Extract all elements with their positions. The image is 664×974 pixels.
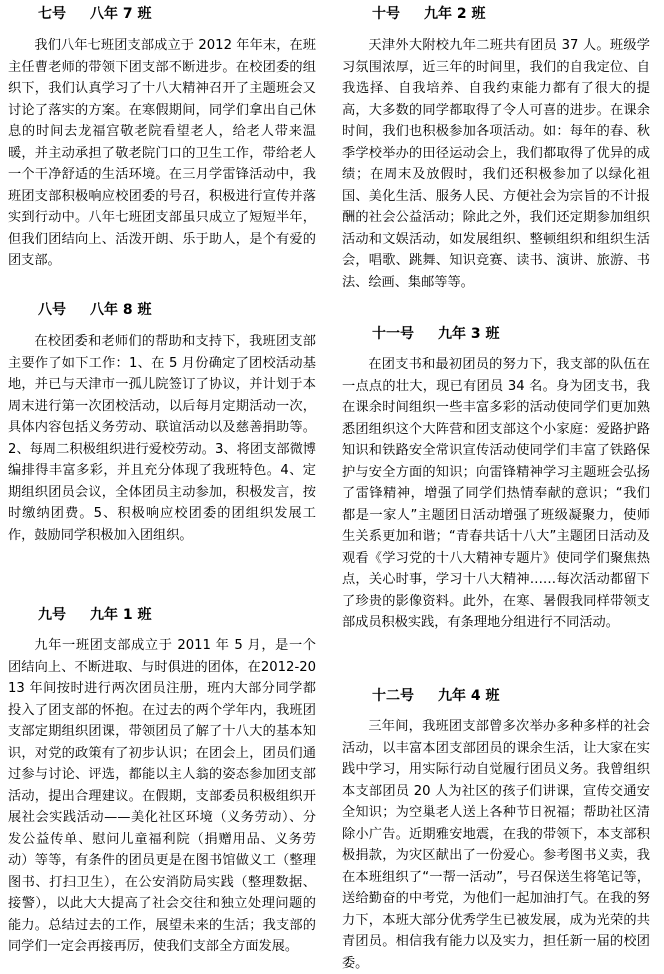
entry-heading [8, 4, 316, 24]
entry-number: 十二号 [372, 688, 414, 704]
entry-class-name: 八年 8 班 [90, 302, 152, 318]
entry-number: 十号 [372, 6, 400, 22]
entry-body: 我们八年七班团支部成立于 2012 年年末，在班主任曹老师的带领下团支部不断进步。在校团委的组织下，我们认真学习了十八大精神召开了主题班会又讨论了落实的方案。在寒假期间，同学们拿出自己休息的时间去龙福宫敬老院看望老人，给老人带来温暖，并主动承担了敬老院门口的卫生工作，带给老人一个干净舒适的生活环境。在三月学雷锋活动中，我班团支部积极响应校团委的号召，积极进行宣传并落实到行动中。八年七班团支部虽只成立了短短半年，但我们团结向上、活泼开朗、乐于助人，是个有爱的团支部。 [8, 38, 316, 268]
entry-body: 天津外大附校九年二班共有团员 37 人。班级学习氛围浓厚，近三年的时间里，我们的自我定位、自我选择、自我培养、自我约束能力都有了很大的提高，大多数的同学都取得了令人可喜的进步。在课余时间，我们也积极参加各项活动。如：每年的春、秋季学校举办的田径运动会上，我们都取得了优异的成绩；在周末及放假时，我们还积极参加了以绿化祖国、美化生活、服务人民、方便社会为宗旨的不计报酬的社会公益活动；除此之外，我们还定期参加组织活动和文娱活动，如发展组织、整顿组织和组织生活会，唱歌、跳舞、知识竞赛、读书、演讲、旅游、书法、绘画、集邮等等。 [342, 38, 650, 290]
entry-class-name: 九年 4 班 [438, 688, 500, 704]
entry-class-name: 八年 7 班 [90, 6, 152, 22]
entry-body: 三年间，我班团支部曾多次举办多种多样的社会活动，以丰富本团支部团员的课余生活，让大家在实践中学习，用实际行动自觉履行团员义务。我曾组织本支部团员 20 人为社区的孩子们讲课，宣传交通安全知识；为空巢老人送上各种节日祝福；帮助社区清除小广告。近期雅安地震，在我的带领下，本支部积极捐款，为灾区献出了一份爱心。参考图书义卖，我在本班组织了“一帮一活动”，号召保送生将笔记等，送给勤奋的中考党，为他们一起加油打气。在我的努力下，本班大部分优秀学生已被发展，成为光荣的共青团员。相信我有能力以及实力，担任新一届的校团委。 [342, 719, 650, 971]
entry-number: 九号 [38, 607, 66, 623]
entry-section [8, 300, 316, 546]
entry-body: 在团支书和最初团员的努力下，我支部的队伍在一点点的壮大，现已有团员 34 名。身为团支书，我在课余时间组织一些丰富多彩的活动使同学们更加熟悉团组织这个大阵营和团支部这个小家庭：爱路护路知识和铁路安全常识宣传活动使同学们丰富了铁路保护与安全方面的知识；向雷锋精神学习主题班会弘扬了雷锋精神，增强了同学们热情奉献的意识；“我们都是一家人”主题团日活动增强了班级凝聚力，使师生关系更加和谐；“青春共话十八大”主题团日活动及观看《学习党的十八大精神专题片》使同学们聚焦热点，关心时事，学习十八大精神……每次活动都留下了珍贵的影像资料。此外，在寒、暑假我同样带领支部成员积极实践，有条理地分组进行不同活动。 [342, 357, 650, 630]
entry-heading [342, 686, 650, 706]
entry-class-name: 九年 3 班 [438, 326, 500, 342]
entry-heading [342, 4, 650, 24]
entry-number: 十一号 [372, 326, 414, 342]
entry-section [8, 4, 316, 272]
entry-body: 九年一班团支部成立于 2011 年 5 月，是一个团结向上、不断进取、与时俱进的团体，在2012-2013 年间按时进行两次团员注册，班内大部分同学都投入了团支部的怀抱。在过去的两个学年内，我班团支部定期组织团课，带领团员了解了十八大的基本知识，对党的政策有了初步认识；在团会上，团员们通过参与讨论、评选，都能以主人翁的姿态参加团支部活动，提出合理建议。在假期，支部委员积极组织开展社会实践活动——美化社区环境（义务劳动）、分发公益传单、慰问儿童福利院（捐赠用品、义务劳动）等等，有条件的团员更是在图书馆做义工（整理图书、打扫卫生），在公安消防局实践（整理数据、接警），以此大大提高了社会交往和独立处理问题的能力。总结过去的工作，展望未来的生活；我支部的同学们一定会再接再厉，使我们支部全方面发展。 [8, 638, 316, 954]
entry-class-name: 九年 2 班 [424, 6, 486, 22]
entry-heading [8, 605, 316, 625]
entry-heading [342, 324, 650, 344]
entry-body: 在校团委和老师们的帮助和支持下，我班团支部主要作了如下工作：1、在 5 月份确定了团校活动基地，并已与天津市一孤儿院签订了协议，并计划于本周末进行第一次团校活动，以后每月定期活动一次，具体内容包括义务劳动、联谊活动以及慈善捐助等。2、每周二积极组织进行爱校劳动。3、将团支部微博编排得丰富多彩，并且充分体现了我班特色。4、定期组织团员会议，全体团员主动参加，积极发言，按时缴纳团费。5、积极响应校团委的团组织发展工作，鼓励同学积极加入团组织。 [8, 334, 316, 543]
entry-section [342, 686, 650, 974]
entry-section [8, 605, 316, 958]
entry-number: 七号 [38, 6, 66, 22]
entry-section [342, 4, 650, 293]
entry-heading [8, 300, 316, 320]
entry-number: 八号 [38, 302, 66, 318]
entry-class-name: 九年 1 班 [90, 607, 152, 623]
entry-section [342, 324, 650, 634]
